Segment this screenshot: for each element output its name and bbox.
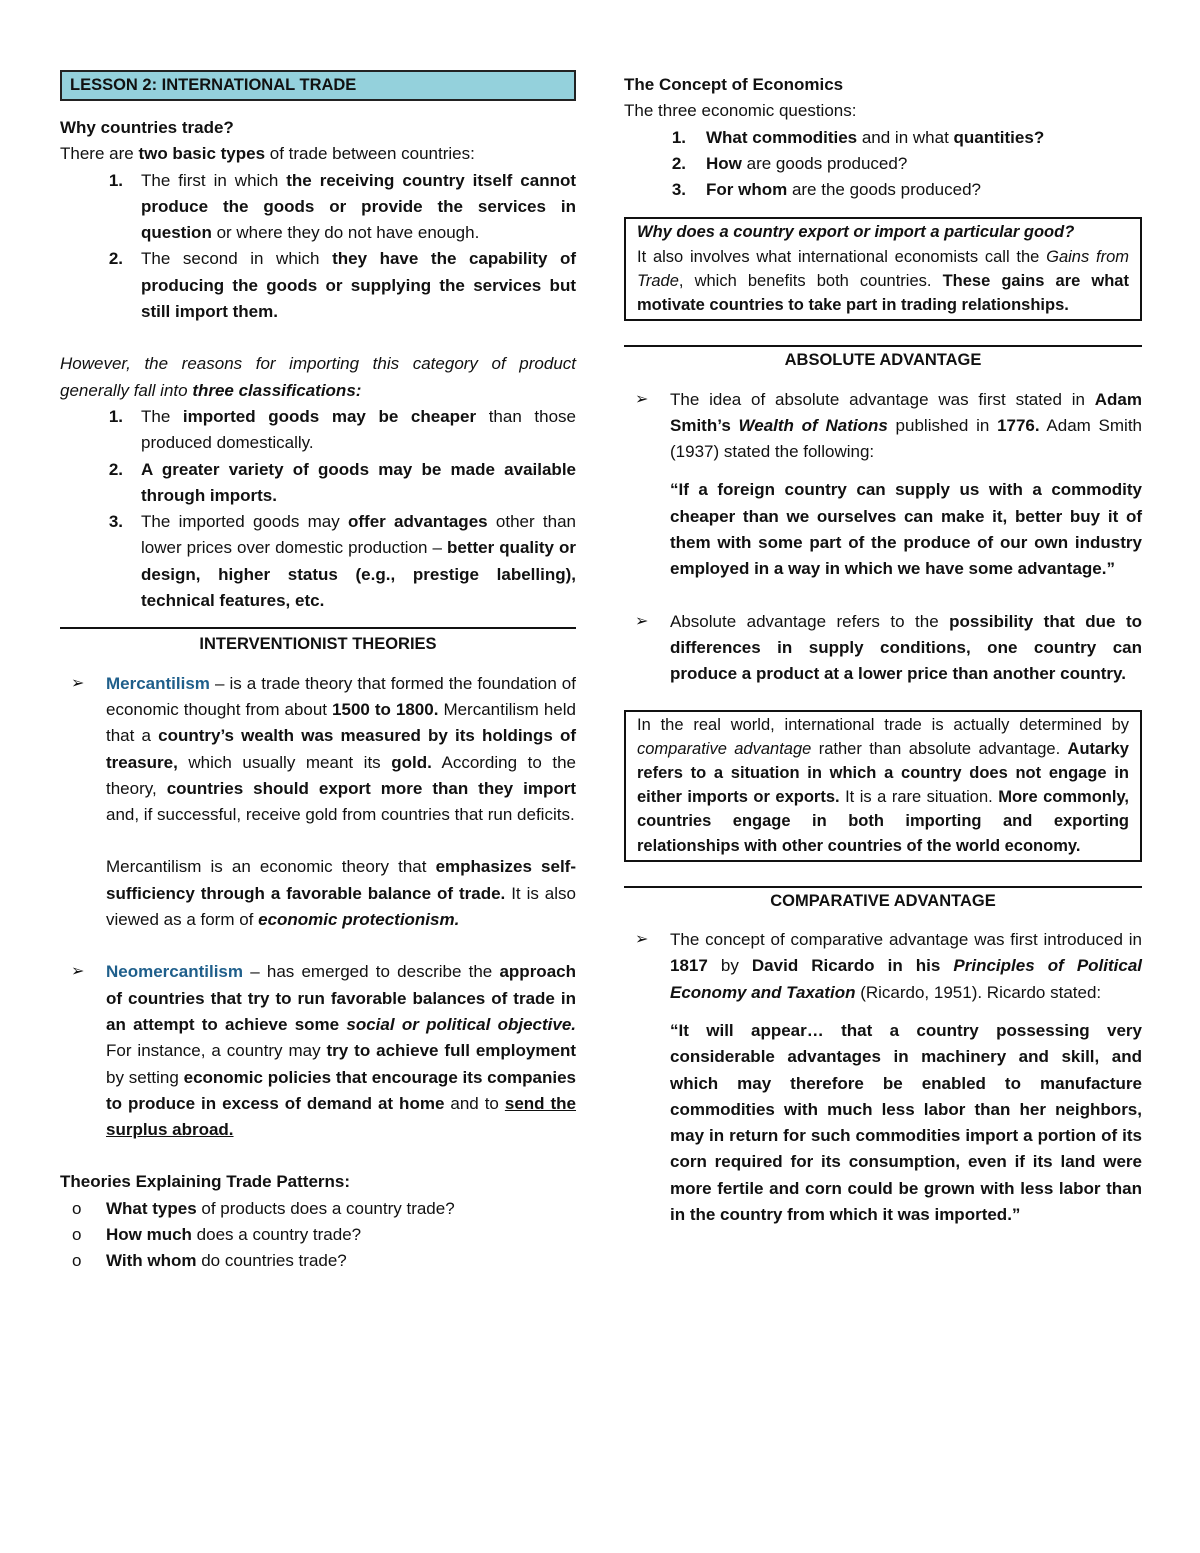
list-item: 1. The first in which the receiving country itself cannot produce the goods or provide the services in question or where they do not have enough. xyxy=(108,170,577,243)
arrow-bullet-icon: ➢ xyxy=(635,612,649,630)
absolute-heading: ABSOLUTE ADVANTAGE xyxy=(784,351,982,370)
box-question: Why does a country export or import a particular good? xyxy=(637,223,1075,242)
theories-heading: Theories Explaining Trade Patterns: xyxy=(60,1172,351,1192)
list-item: 3. The imported goods may offer advantages other than lower prices over domestic production – better quality or design, higher status (e.g., prestige labelling), technical features, etc. xyxy=(108,512,577,611)
list-item: o How much does a country trade? xyxy=(72,1224,362,1244)
absolute-item-2: ➢ Absolute advantage refers to the possibility that due to differences in supply conditions, one country can produce a product at a lower price than another country. xyxy=(624,609,1142,688)
economic-questions-list xyxy=(624,125,1142,204)
arrow-bullet-icon: ➢ xyxy=(71,963,85,981)
ricardo-quote: “It will appear… that a country possessing very considerable advantages in machinery and skill, and which may therefore be enabled to manufacture commodities with much less labor than her neighbors, may in return for such commodities import a portion of its corn required for its consumption, even if its land were more fertile and corn could be grown with less labor than in the country from which it was imported.” xyxy=(670,1020,1142,1225)
gains-from-trade-box: Why does a country export or import a particular good? It also involves what international economists call the Gains from Trade, which benefits both countries. These gains are what motivate countries to take part in trading relationships. xyxy=(624,217,1142,321)
comparative-item: ➢ The concept of comparative advantage was first introduced in 1817 by David Ricardo in his Principles of Political Economy and Taxation (Ricardo, 1951). Ricardo stated: xyxy=(624,927,1142,1006)
trade-types-list xyxy=(60,168,576,326)
list-item: 2. How are goods produced? xyxy=(671,153,908,173)
list-item: 1. The imported goods may be cheaper than those produced domestically. xyxy=(108,406,576,453)
mercantilism-item: ➢ Mercantilism – is a trade theory that formed the foundation of economic thought from about 1500 to 1800. Mercantilism held that a country’s wealth was measured by its holdings of treasure, which usually meant its gold. According to the theory, countries should export more than they import and, if successful, receive gold from countries that run deficits. xyxy=(60,671,576,829)
list-item: o What types of products does a country trade? xyxy=(72,1198,455,1218)
concept-heading: The Concept of Economics xyxy=(624,75,844,94)
interventionist-heading: INTERVENTIONIST THEORIES xyxy=(199,635,437,654)
right-column xyxy=(624,70,1142,1228)
mercantilism-paragraph: Mercantilism is an economic theory that emphasizes self-sufficiency through a favorable balance of trade. It is also viewed as a form of economic protectionism. xyxy=(106,857,576,930)
theories-list xyxy=(60,1196,576,1275)
reasons-list xyxy=(60,404,576,614)
section-divider xyxy=(60,627,576,629)
comparative-heading: COMPARATIVE ADVANTAGE xyxy=(770,891,996,910)
concept-intro: The three economic questions: xyxy=(624,101,857,121)
autarky-box: In the real world, international trade is actually determined by comparative advantage rather than absolute advantage. Autarky refers to a situation in which a country does not engage in either imports or exports. It is a rare situation. More commonly, countries engage in both importing and exporting relationships with other countries of the world economy. xyxy=(624,710,1142,862)
arrow-bullet-icon: ➢ xyxy=(71,674,85,692)
list-item: o With whom do countries trade? xyxy=(72,1251,347,1271)
list-item: 2. A greater variety of goods may be made available through imports. xyxy=(108,459,576,505)
why-trade-intro: There are two basic types of trade between countries: xyxy=(60,144,475,164)
arrow-bullet-icon: ➢ xyxy=(635,931,649,949)
smith-quote: “If a foreign country can supply us with a commodity cheaper than we ourselves can make it, better buy it of them with some part of the produce of our own industry employed in a way in which we have some advantage.” xyxy=(670,480,1142,579)
list-item: 2. The second in which they have the capability of producing the goods or supplying the services but still import them. xyxy=(108,249,577,322)
neomercantilism-item: ➢ Neomercantilism – has emerged to describe the approach of countries that try to run favorable balances of trade in an attempt to achieve some social or political objective. For instance, a country may try to achieve full employment by setting economic policies that encourage its companies to produce in excess of demand at home and to send the surplus abroad. xyxy=(60,959,576,1143)
arrow-bullet-icon: ➢ xyxy=(635,390,649,408)
why-trade-heading: Why countries trade? xyxy=(60,118,234,137)
absolute-item-1: ➢ The idea of absolute advantage was first stated in Adam Smith’s Wealth of Nations published in 1776. Adam Smith (1937) stated the following: xyxy=(624,387,1142,466)
list-item: 3. For whom are the goods produced? xyxy=(671,180,981,200)
lesson-title: LESSON 2: INTERNATIONAL TRADE xyxy=(60,70,576,101)
reasons-intro: However, the reasons for importing this category of product generally fall into three classifications: xyxy=(60,354,576,400)
left-column xyxy=(60,70,576,1275)
list-item: 1. What commodities and in what quantities? xyxy=(671,127,1045,147)
